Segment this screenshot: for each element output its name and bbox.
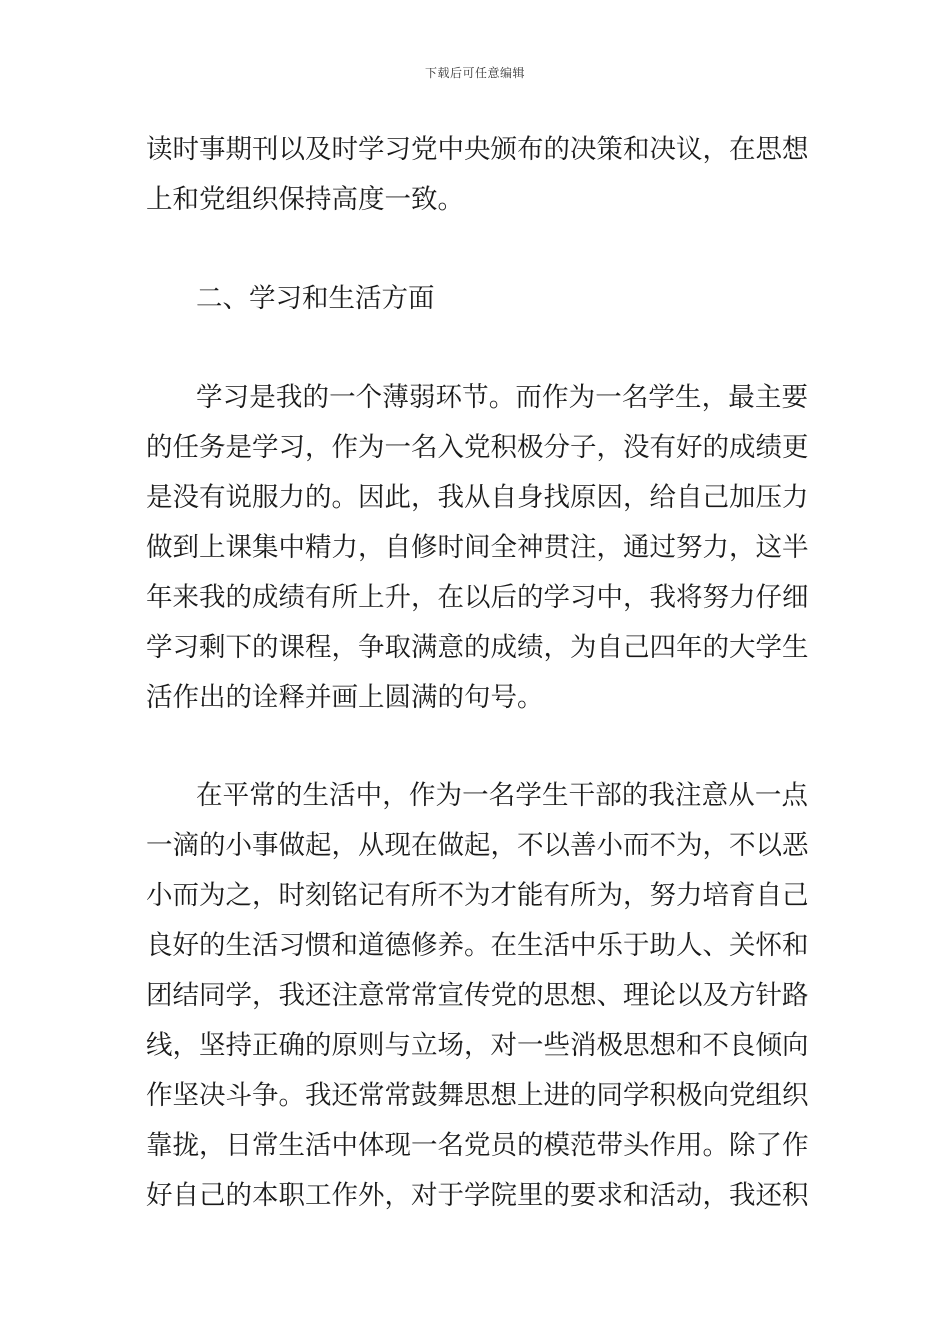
paragraph-line: 在平常的生活中，作为一名学生干部的我注意从一点 — [196, 780, 808, 811]
paragraph-line: 活作出的诠释并画上圆满的句号。 — [146, 682, 544, 713]
section-heading: 二、学习和生活方面 — [196, 283, 435, 314]
paragraph-line: 作坚决斗争。我还常常鼓舞思想上进的同学积极向党组织 — [146, 1080, 808, 1111]
paragraph-line: 做到上课集中精力，自修时间全神贯注，通过努力，这半 — [146, 532, 808, 563]
paragraph-line: 学习剩下的课程，争取满意的成绩，为自己四年的大学生 — [146, 632, 808, 663]
paragraph-line: 是没有说服力的。因此，我从自身找原因，给自己加压力 — [146, 482, 808, 513]
paragraph-line: 读时事期刊以及时学习党中央颁布的决策和决议，在思想 — [146, 134, 808, 165]
paragraph-line: 上和党组织保持高度一致。 — [146, 184, 464, 215]
paragraph-line: 好自己的本职工作外，对于学院里的要求和活动，我还积 — [146, 1180, 808, 1211]
paragraph-line: 小而为之，时刻铭记有所不为才能有所为，努力培育自己 — [146, 880, 808, 911]
paragraph-line: 年来我的成绩有所上升，在以后的学习中，我将努力仔细 — [146, 582, 808, 613]
paragraph-line: 学习是我的一个薄弱环节。而作为一名学生，最主要 — [196, 382, 808, 413]
paragraph-line: 的任务是学习，作为一名入党积极分子，没有好的成绩更 — [146, 432, 808, 463]
paragraph-line: 一滴的小事做起，从现在做起，不以善小而不为，不以恶 — [146, 830, 808, 861]
page-header: 下载后可任意编辑 — [424, 66, 525, 80]
paragraph-line: 团结同学，我还注意常常宣传党的思想、理论以及方针路 — [146, 980, 808, 1011]
paragraph-line: 线，坚持正确的原则与立场，对一些消极思想和不良倾向 — [146, 1030, 808, 1061]
paragraph-line: 良好的生活习惯和道德修养。在生活中乐于助人、关怀和 — [146, 930, 808, 961]
paragraph-line: 靠拢，日常生活中体现一名党员的模范带头作用。除了作 — [146, 1130, 808, 1161]
